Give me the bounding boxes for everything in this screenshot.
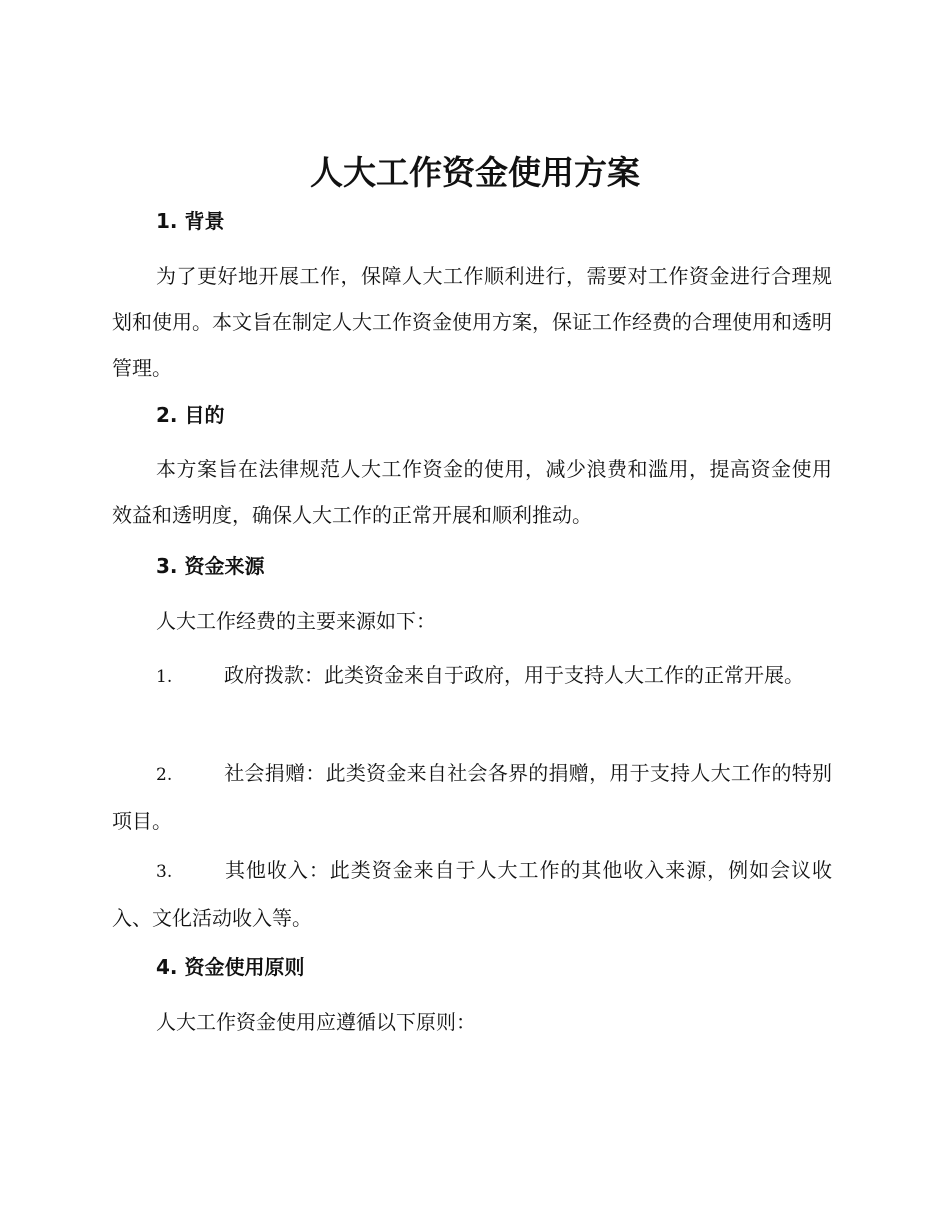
document-title: 人大工作资金使用方案: [310, 153, 640, 192]
list-item-text: 其他收入：此类资金来自于人大工作的其他收入来源，例如会议收入、文化活动收入等。: [112, 858, 832, 930]
section-heading-purpose: 2. 目的: [156, 403, 225, 427]
section-heading-background: 1. 背景: [156, 209, 225, 233]
section-paragraph-background: 为了更好地开展工作，保障人大工作顺利进行，需要对工作资金进行合理规划和使用。本文旨在制定人大工作资金使用方案，保证工作经费的合理使用和透明管理。: [112, 264, 832, 380]
list-item: [112, 750, 832, 844]
list-item: [112, 847, 832, 941]
section-paragraph-purpose: 本方案旨在法律规范人大工作资金的使用，减少浪费和滥用，提高资金使用效益和透明度，确保人大工作的正常开展和顺利推动。: [112, 457, 832, 527]
list-item-text: 社会捐赠：此类资金来自社会各界的捐赠，用于支持人大工作的特别项目。: [112, 761, 832, 833]
section-heading-funding-sources: 3. 资金来源: [156, 554, 265, 578]
list-item-number: 2.: [156, 765, 173, 785]
section-intro-funding-sources: 人大工作经费的主要来源如下：: [156, 609, 436, 633]
list-item: [112, 652, 832, 700]
section-intro-usage-principles: 人大工作资金使用应遵循以下原则：: [156, 1010, 476, 1034]
section-heading-usage-principles: 4. 资金使用原则: [156, 955, 305, 979]
list-item-number: 3.: [156, 862, 173, 882]
list-item-number: 1.: [156, 667, 173, 687]
list-item-text: 政府拨款：此类资金来自于政府，用于支持人大工作的正常开展。: [224, 663, 804, 687]
